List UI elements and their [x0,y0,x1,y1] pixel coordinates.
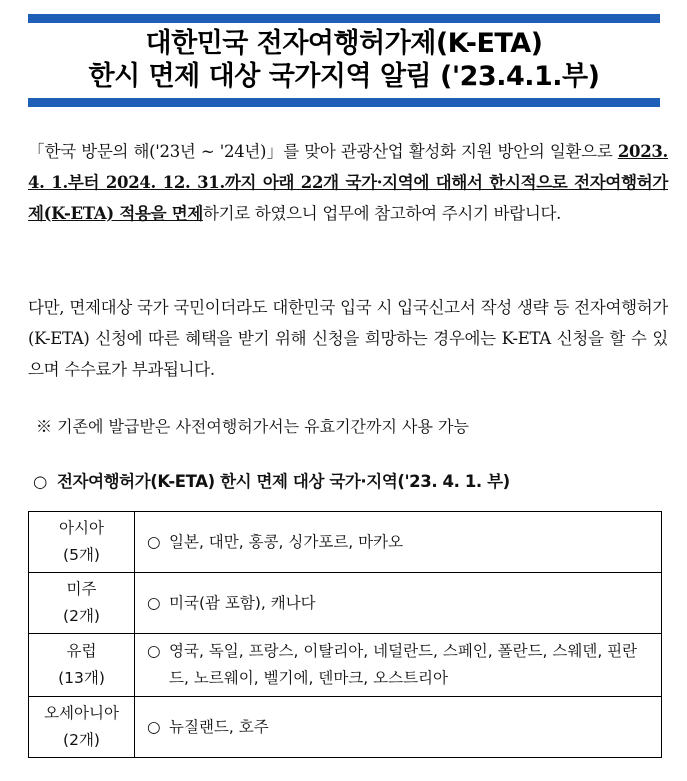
countries-cell [135,634,662,697]
region-name: 오세아니아 [44,704,119,722]
section-heading-text: 전자여행허가(K-ETA) 한시 면제 대상 국가·지역('23. 4. 1. 부) [57,472,510,491]
exempt-regions-table [28,511,662,758]
intro-text-post: 하기로 하였으니 업무에 참고하여 주시기 바랍니다. [202,204,562,223]
region-count: (2개) [63,607,100,625]
country-list: 일본, 대만, 홍콩, 싱가포르, 마카오 [169,532,404,551]
circle-bullet-icon: ○ [147,642,161,660]
page-title-line-2: 한시 면제 대상 국가지역 알림 ('23.4.1.부) [88,61,600,92]
intro-paragraph [28,136,668,229]
table-row [29,697,662,758]
region-count: (13개) [58,669,105,687]
title-bottom-rule [28,98,660,107]
countries-cell [135,512,662,573]
region-name: 아시아 [59,519,104,537]
intro-emphasis: 2023. 4. 1.부터 2024. 12. 31.까지 아래 22개 국가·지역에 대해서 한시적으로 전자여행허가제(K-ETA) 적용을 면제 [28,142,668,223]
country-list: 영국, 독일, 프랑스, 이탈리아, 네덜란드, 스페인, 폴란드, 스웨덴, 핀란드, 노르웨이, 벨기에, 덴마크, 오스트리아 [169,642,638,687]
region-cell [29,697,135,758]
region-cell [29,512,135,573]
title-top-rule [28,14,660,23]
table-row [29,512,662,573]
circle-bullet-icon: ○ [147,593,161,612]
region-cell [29,573,135,634]
section-heading [33,468,663,496]
note-text: ※ 기존에 발급받은 사전여행허가서는 유효기간까지 사용 가능 [36,417,469,436]
page-title-line-1: 대한민국 전자여행허가제(K-ETA) [145,28,543,59]
region-count: (5개) [63,546,100,564]
exception-paragraph: 다만, 면제대상 국가 국민이더라도 대한민국 입국 시 입국신고서 작성 생략 등 전자여행허가(K-ETA) 신청에 따른 혜택을 받기 위해 신청을 희망하는 경우에는 K-ETA 신청을 할 수 있으며 수수료가 부과됩니다. [28,298,668,379]
intro-text-pre: 「한국 방문의 해('23년 ~ '24년)」를 맞아 관광산업 활성화 지원 방안의 일환으로 [28,142,618,161]
country-list: 뉴질랜드, 호주 [169,717,269,736]
region-name: 유럽 [66,642,97,660]
countries-cell [135,697,662,758]
countries-cell [135,573,662,634]
region-cell [29,634,135,697]
region-count: (2개) [63,731,100,749]
table-row [29,573,662,634]
circle-bullet-icon: ○ [33,472,47,491]
table-row [29,634,662,697]
region-name: 미주 [66,580,97,598]
country-list: 미국(괌 포함), 캐나다 [169,593,316,612]
circle-bullet-icon: ○ [147,717,161,736]
circle-bullet-icon: ○ [147,532,161,551]
